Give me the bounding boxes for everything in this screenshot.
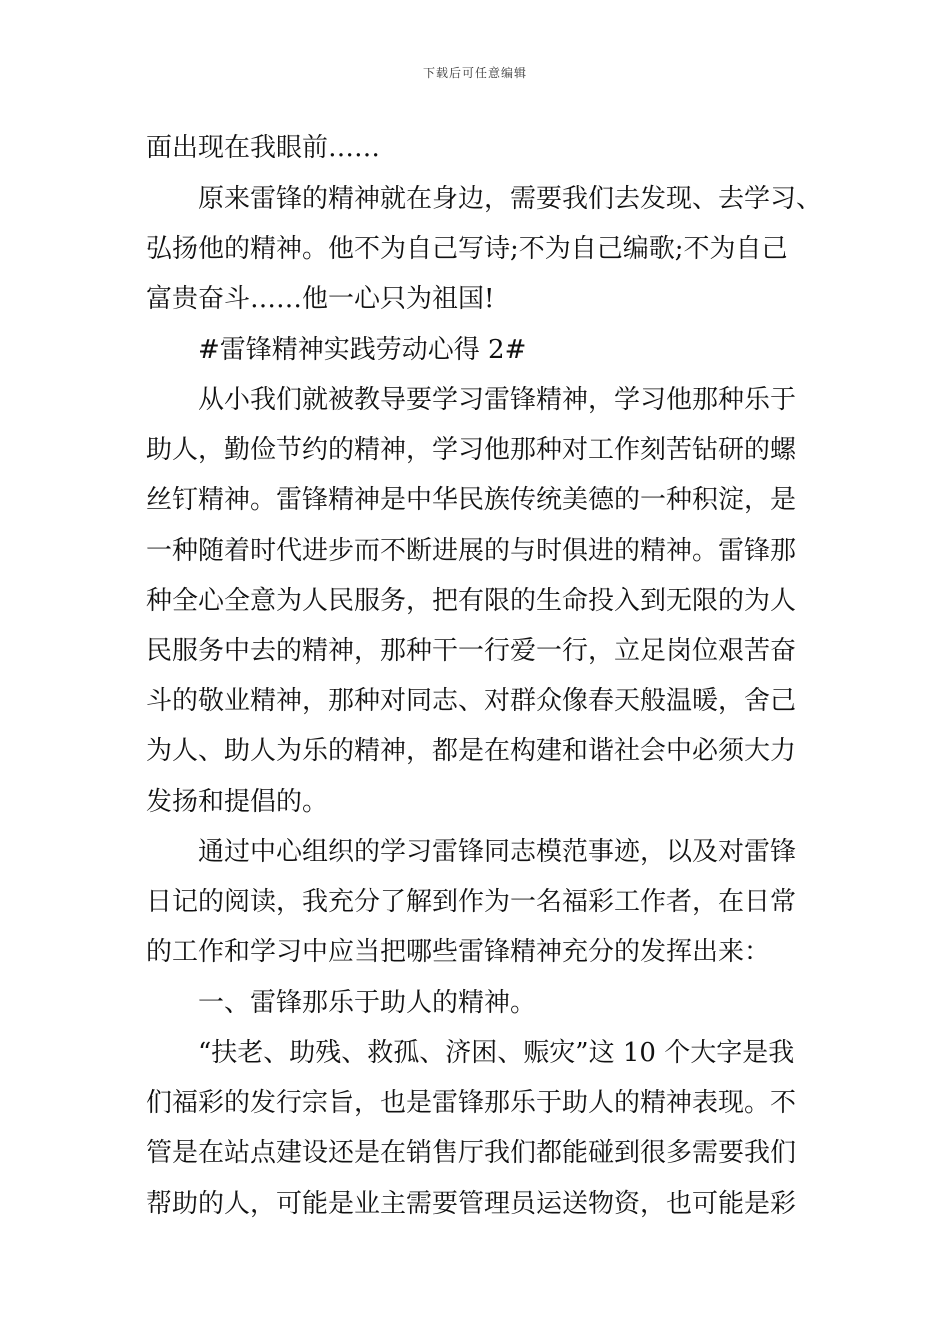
page-header: 下载后可任意编辑 — [422, 66, 527, 80]
text-line: 一种随着时代进步而不断进展的与时俱进的精神。雷锋那 — [146, 536, 797, 566]
text-line: 斗的敬业精神，那种对同志、对群众像春天般温暖，舍己 — [146, 686, 797, 716]
text-line: 面出现在我眼前…… — [146, 133, 381, 163]
section-heading: #雷锋精神实践劳动心得 2# — [198, 335, 527, 365]
text-line: 富贵奋斗……他一心只为祖国! — [146, 284, 495, 314]
text-line: 的工作和学习中应当把哪些雷锋精神充分的发挥出来： — [146, 937, 771, 967]
text-line: 发扬和提倡的。 — [146, 787, 329, 817]
text-line: “扶老、助残、救孤、济困、赈灾”这 10 个大字是我 — [198, 1038, 795, 1068]
text-line: 原来雷锋的精神就在身边，需要我们去发现、去学习、 — [198, 184, 823, 214]
text-line: 帮助的人，可能是业主需要管理员运送物资，也可能是彩 — [146, 1189, 797, 1219]
text-line: 助人，勤俭节约的精神，学习他那种对工作刻苦钻研的螺 — [146, 435, 797, 465]
text-line: 通过中心组织的学习雷锋同志模范事迹，以及对雷锋 — [198, 837, 797, 867]
text-line: 丝钉精神。雷锋精神是中华民族传统美德的一种积淀，是 — [146, 485, 797, 515]
text-line: 日记的阅读，我充分了解到作为一名福彩工作者，在日常 — [146, 887, 797, 917]
text-line: 管是在站点建设还是在销售厅我们都能碰到很多需要我们 — [146, 1138, 797, 1168]
text-line: 种全心全意为人民服务，把有限的生命投入到无限的为人 — [146, 586, 797, 616]
text-line: 为人、助人为乐的精神，都是在构建和谐社会中必须大力 — [146, 736, 797, 766]
text-line: 民服务中去的精神，那种干一行爱一行，立足岗位艰苦奋 — [146, 636, 797, 666]
text-line: 一、雷锋那乐于助人的精神。 — [198, 988, 537, 1018]
text-line: 弘扬他的精神。他不为自己写诗;不为自己编歌;不为自己 — [146, 234, 788, 264]
text-line: 从小我们就被教导要学习雷锋精神，学习他那种乐于 — [198, 385, 797, 415]
text-line: 们福彩的发行宗旨，也是雷锋那乐于助人的精神表现。不 — [146, 1088, 797, 1118]
